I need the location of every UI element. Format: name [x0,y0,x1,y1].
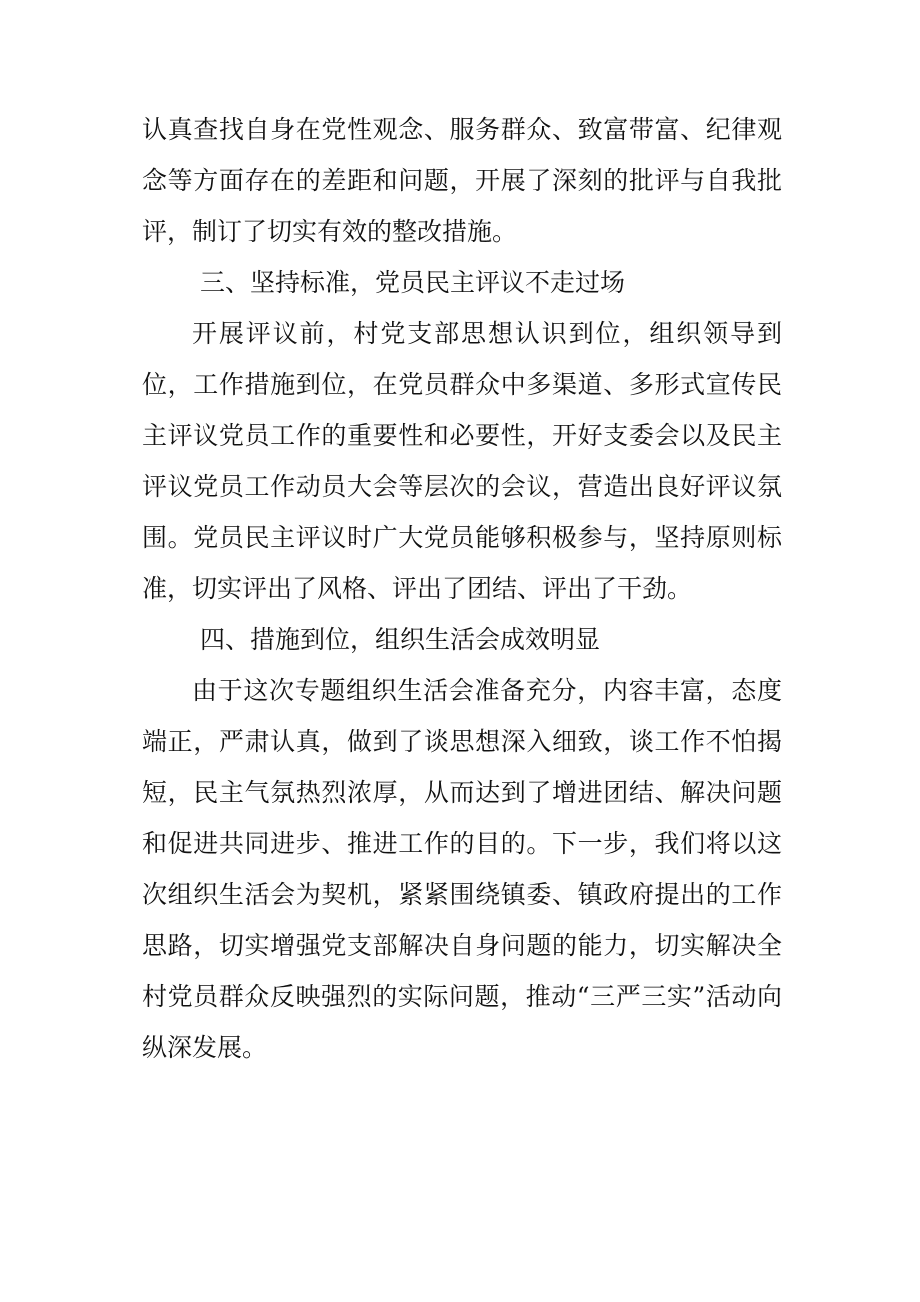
section-heading-4: 四、措施到位，组织生活会成效明显 [200,625,601,654]
document-body [142,104,782,1073]
paragraph-section-3: 开展评议前，村党支部思想认识到位，组织领导到位，工作措施到位，在党员群众中多渠道、多形式宣传民主评议党员工作的重要性和必要性，开好支委会以及民主评议党员工作动员大会等层次的会议，营造出良好评议氛围。党员民主评议时广大党员能够积极参与，坚持原则标准，切实评出了风格、评出了团结、评出了干劲。 [142,319,782,603]
section-heading-3: 三、坚持标准，党员民主评议不走过场 [200,268,626,297]
paragraph-continued: 认真查找自身在党性观念、服务群众、致富带富、纪律观念等方面存在的差距和问题，开展了深刻的批评与自我批评，制订了切实有效的整改措施。 [142,115,782,246]
paragraph-section-4: 由于这次专题组织生活会准备充分，内容丰富，态度端正，严肃认真，做到了谈思想深入细致，谈工作不怕揭短，民主气氛热烈浓厚，从而达到了增进团结、解决问题和促进共同进步、推进工作的目的。下一步，我们将以这次组织生活会为契机，紧紧围绕镇委、镇政府提出的工作思路，切实增强党支部解决自身问题的能力，切实解决全村党员群众反映强烈的实际问题，推动“三严三实”活动向纵深发展。 [142,676,782,1062]
